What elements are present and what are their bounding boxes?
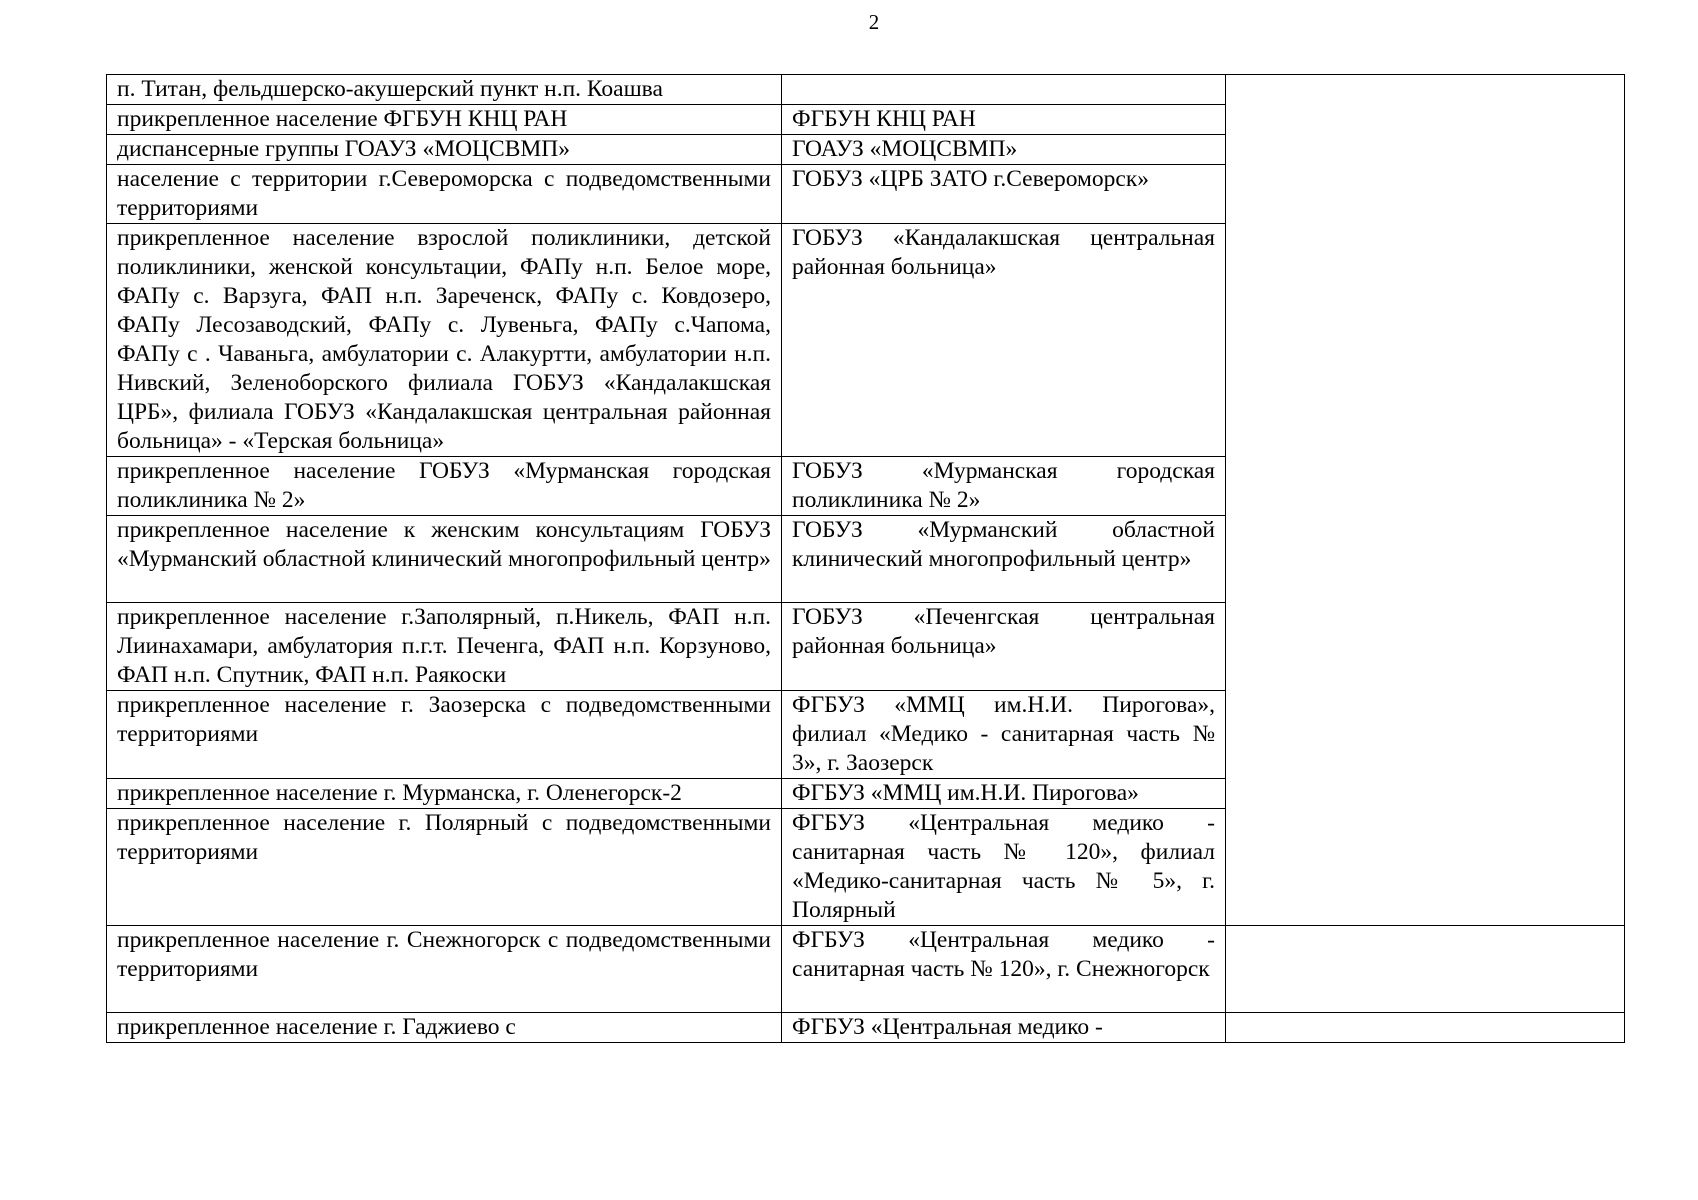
organization-cell: ФГБУН КНЦ РАН <box>782 105 1226 135</box>
organization-cell: ГОБУЗ «Мурманский областной клинический многопрофильный центр» <box>782 516 1226 603</box>
population-cell: диспансерные группы ГОАУЗ «МОЦСВМП» <box>107 135 782 165</box>
table-row <box>107 1013 1625 1043</box>
organization-cell: ФГБУЗ «ММЦ им.Н.И. Пирогова» <box>782 779 1226 809</box>
table-row <box>107 926 1625 1013</box>
population-cell: прикрепленное население г.Заполярный, п.Никель, ФАП н.п. Лиинахамари, амбулатория п.г.т. Печенга, ФАП н.п. Корзуново, ФАП н.п. Спутник, ФАП н.п. Раякоски <box>107 603 782 691</box>
organization-cell: ФГБУЗ «Центральная медико - санитарная часть № 120», филиал «Медико-санитарная часть № 5», г. Полярный <box>782 809 1226 926</box>
organization-cell <box>782 75 1226 105</box>
population-cell: прикрепленное население г. Гаджиево с <box>107 1013 782 1043</box>
page-number: 2 <box>868 10 880 34</box>
blank-cell <box>1226 926 1625 1013</box>
organization-cell: ГОБУЗ «ЦРБ ЗАТО г.Североморск» <box>782 165 1226 224</box>
organization-cell: ФГБУЗ «ММЦ им.Н.И. Пирогова», филиал «Медико - санитарная часть № 3», г. Заозерск <box>782 691 1226 779</box>
population-cell: п. Титан, фельдшерско-акушерский пункт н.п. Коашва <box>107 75 782 105</box>
population-cell: население с территории г.Североморска с подведомственными территориями <box>107 165 782 224</box>
population-cell: прикрепленное население г. Заозерска с подведомственными территориями <box>107 691 782 779</box>
organization-cell: ФГБУЗ «Центральная медико - <box>782 1013 1226 1043</box>
organization-cell: ГОБУЗ «Печенгская центральная районная больница» <box>782 603 1226 691</box>
population-cell: прикрепленное население г. Мурманска, г. Оленегорск-2 <box>107 779 782 809</box>
organization-cell: ГОБУЗ «Кандалакшская центральная районная больница» <box>782 224 1226 457</box>
table-row <box>107 75 1625 105</box>
organization-cell: ГОАУЗ «МОЦСВМП» <box>782 135 1226 165</box>
blank-cell <box>1226 75 1625 926</box>
population-cell: прикрепленное население к женским консультациям ГОБУЗ «Мурманский областной клинический многопрофильный центр» <box>107 516 782 603</box>
blank-cell <box>1226 1013 1625 1043</box>
attachment-table <box>106 74 1625 1043</box>
population-cell: прикрепленное население ГОБУЗ «Мурманская городская поликлиника № 2» <box>107 457 782 516</box>
population-cell: прикрепленное население взрослой поликлиники, детской поликлиники, женской консультации, ФАПу н.п. Белое море, ФАПу с. Варзуга, ФАП н.п. Зареченск, ФАПу с. Ковдозеро, ФАПу Лесозаводский, ФАПу с. Лувеньга, ФАПу с.Чапома, ФАПу с . Чаваньга, амбулатории с. Алакуртти, амбулатории н.п. Нивский, Зеленоборского филиала ГОБУЗ «Кандалакшская ЦРБ», филиала ГОБУЗ «Кандалакшская центральная районная больница» - «Терская больница» <box>107 224 782 457</box>
population-cell: прикрепленное население г. Полярный с подведомственными территориями <box>107 809 782 926</box>
population-cell: прикрепленное население ФГБУН КНЦ РАН <box>107 105 782 135</box>
population-cell: прикрепленное население г. Снежногорск с подведомственными территориями <box>107 926 782 1013</box>
organization-cell: ГОБУЗ «Мурманская городская поликлиника № 2» <box>782 457 1226 516</box>
organization-cell: ФГБУЗ «Центральная медико - санитарная часть № 120», г. Снежногорск <box>782 926 1226 1013</box>
